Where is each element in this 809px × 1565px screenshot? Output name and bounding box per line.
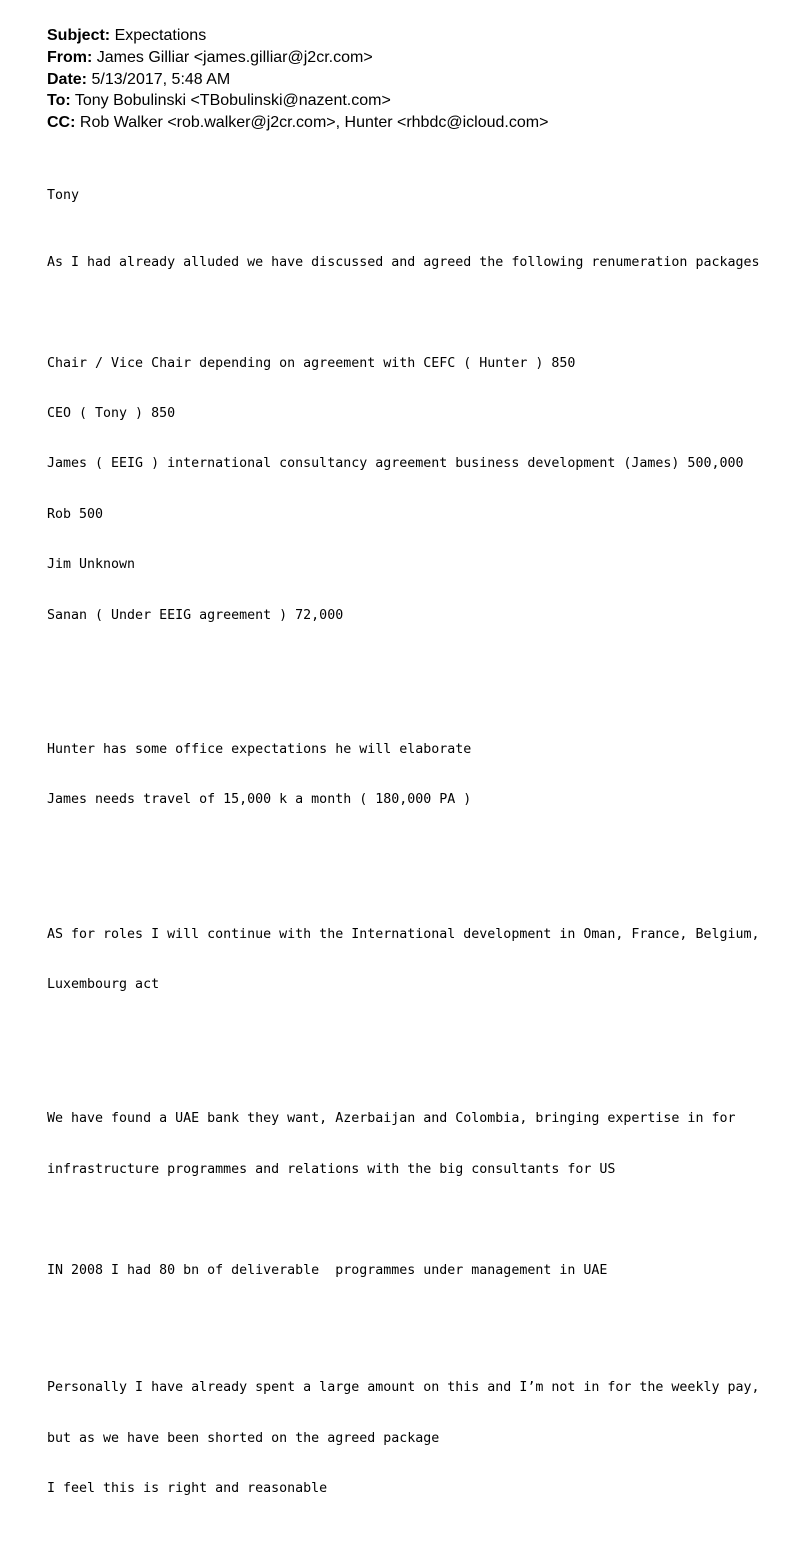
intro-line: As I had already alluded we have discussed and agreed the following renumeration packages: [47, 254, 760, 270]
from-value: James Gilliar <james.gilliar@j2cr.com>: [96, 48, 373, 66]
package-line: James ( EEIG ) international consultancy agreement business development (James) 500,000: [47, 456, 744, 472]
from-row: [47, 47, 548, 69]
bank-line: infrastructure programmes and relations with the big consultants for US: [47, 1161, 616, 1177]
date-row: [47, 69, 548, 91]
to-value: Tony Bobulinski <TBobulinski@nazent.com>: [74, 92, 391, 110]
package-line: Sanan ( Under EEIG agreement ) 72,000: [47, 607, 344, 623]
subject-label: Subject:: [47, 27, 111, 44]
history-line: IN 2008 I had 80 bn of deliverable programmes under management in UAE: [47, 1262, 608, 1278]
package-line: Rob 500: [47, 506, 104, 522]
roles-paragraph: [47, 893, 807, 1027]
expectations-paragraph: [47, 708, 807, 842]
personal-line: Personally I have already spent a large amount on this and I’m not in for the weekly pay,: [47, 1380, 760, 1396]
cc-row: [47, 112, 548, 134]
date-label: Date:: [47, 70, 88, 88]
bank-paragraph: [47, 1078, 807, 1212]
expectation-line: Hunter has some office expectations he will elaborate: [47, 741, 472, 757]
history-paragraph: [47, 1263, 807, 1280]
roles-line: AS for roles I will continue with the International development in Oman, France, Belgium,: [47, 926, 760, 942]
subject-row: [47, 25, 548, 47]
cc-value: Rob Walker <rob.walker@j2cr.com>, Hunter <rhbdc@icloud.com>: [79, 114, 549, 132]
expectation-line: James needs travel of 15,000 k a month ( 180,000 PA ): [47, 792, 472, 808]
package-line: Chair / Vice Chair depending on agreement with CEFC ( Hunter ) 850: [47, 355, 576, 371]
greeting-line: Tony: [47, 187, 80, 203]
greeting: [47, 188, 807, 205]
to-row: [47, 90, 548, 112]
cc-label: CC:: [47, 114, 76, 132]
email-body: [47, 154, 807, 1565]
date-value: 5/13/2017, 5:48 AM: [91, 70, 231, 88]
intro-paragraph: [47, 255, 807, 272]
subject-value: Expectations: [114, 27, 207, 44]
email-headers: [47, 25, 548, 134]
package-line: CEO ( Tony ) 850: [47, 405, 176, 421]
personal-line: I feel this is right and reasonable: [47, 1480, 328, 1496]
from-label: From:: [47, 48, 93, 66]
personal-paragraph: [47, 1347, 807, 1532]
packages-list: [47, 322, 807, 658]
bank-line: We have found a UAE bank they want, Azerbaijan and Colombia, bringing expertise in for: [47, 1111, 736, 1127]
package-line: Jim Unknown: [47, 557, 136, 573]
personal-line: but as we have been shorted on the agreed package: [47, 1430, 440, 1446]
to-label: To:: [47, 92, 71, 110]
roles-line: Luxembourg act: [47, 977, 160, 993]
